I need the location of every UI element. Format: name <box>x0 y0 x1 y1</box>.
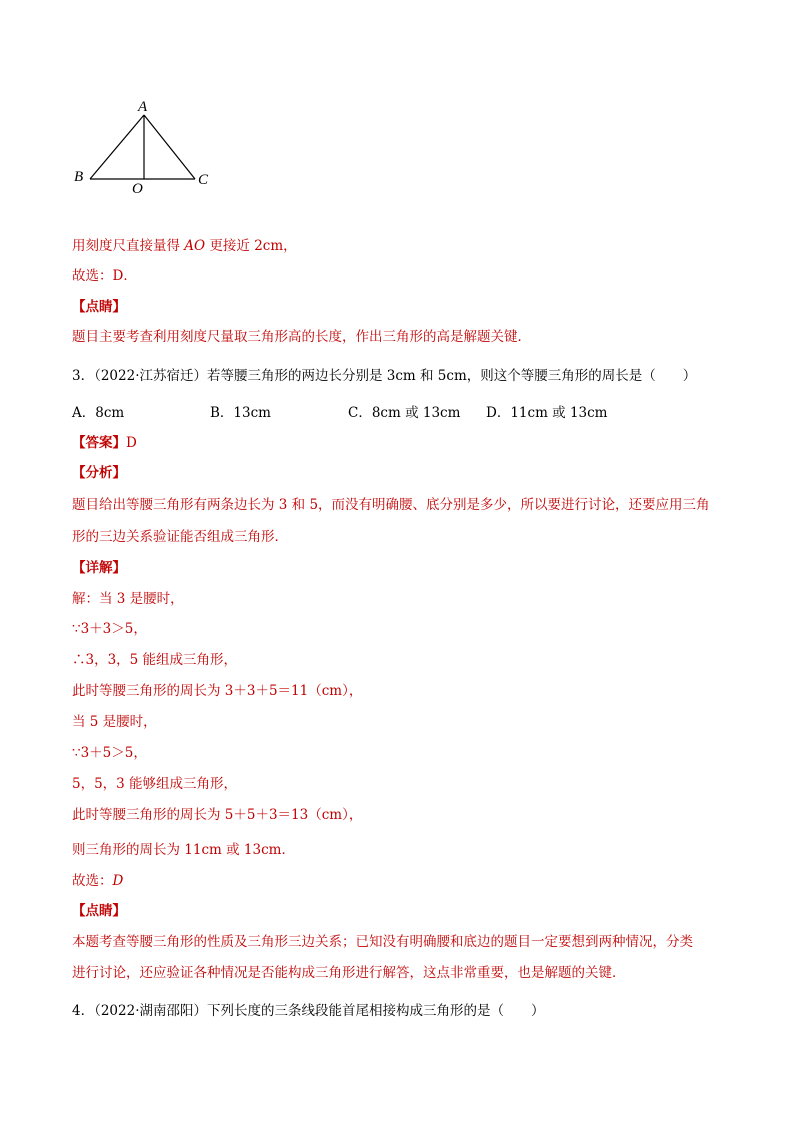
q3-analysis-line-1: 题目给出等腰三角形有两条边长为 3 和 5，而没有明确腰、底分别是多少，所以要进行讨论，还要应用三角 <box>72 497 710 513</box>
q3-detail-line-7: 5，5，3 能够组成三角形， <box>72 776 238 792</box>
q3-analysis-line-2: 形的三边关系验证能否组成三角形． <box>72 529 288 545</box>
q3-detail-line-4: 此时等腰三角形的周长为 3＋3＋5＝11（cm）， <box>72 683 363 699</box>
q3-answer-head: 【答案】 <box>72 435 126 451</box>
q3-option-c: C．8cm 或 13cm <box>348 405 461 421</box>
label-c: C <box>198 172 209 188</box>
q3-detail-line-2: ∵3＋3＞5， <box>72 621 147 637</box>
label-b: B <box>74 169 84 185</box>
q3-option-b: B．13cm <box>210 405 271 421</box>
q3-answer <box>72 434 137 452</box>
side-ac <box>144 115 195 179</box>
q3-detail-line-3: ∴3，3，5 能组成三角形， <box>72 652 238 668</box>
label-a: A <box>138 99 148 115</box>
q3-analysis-head: 【分析】 <box>72 465 126 481</box>
q4-stem: 4．（2022·湖南邵阳）下列长度的三条线段能首尾相接构成三角形的是（ ） <box>72 1003 545 1019</box>
q3-detail-line-9: 则三角形的周长为 11cm 或 13cm． <box>72 842 295 858</box>
prev-dianjing-text: 题目主要考查利用刻度尺量取三角形高的长度，作出三角形的高是解题关键． <box>72 329 531 345</box>
q3-option-a: A．8cm <box>72 405 125 421</box>
q3-choose-pre: 故选： <box>72 873 113 889</box>
q3-stem: 3．（2022·江苏宿迁）若等腰三角形的两边长分别是 3cm 和 5cm，则这个等腰三角形的周长是（ ） <box>72 368 697 384</box>
q3-detail-line-5: 当 5 是腰时， <box>72 714 157 730</box>
q3-dianjing-head: 【点睛】 <box>72 903 126 919</box>
q3-dianjing-line-2: 进行讨论，还应验证各种情况是否能构成三角形进行解答，这点非常重要，也是解题的关键． <box>72 965 626 981</box>
q3-choose <box>72 872 123 890</box>
q3-dianjing-line-1: 本题考查等腰三角形的性质及三角形三边关系；已知没有明确腰和底边的题目一定要想到两种情况，分类 <box>72 934 693 950</box>
q3-detail-line-8: 此时等腰三角形的周长为 5＋5＋3＝13（cm）， <box>72 807 363 823</box>
triangle-figure <box>64 95 224 195</box>
q3-answer-val: D <box>126 435 137 451</box>
prev-dianjing-head: 【点睛】 <box>72 299 126 315</box>
measure-line <box>72 237 297 255</box>
label-o: O <box>132 181 143 195</box>
q3-detail-line-1: 解：当 3 是腰时， <box>72 591 184 607</box>
q3-detail-head: 【详解】 <box>72 560 126 576</box>
measure-ao: AO <box>184 238 206 254</box>
prev-choose: 故选：D． <box>72 268 137 284</box>
q3-choose-val: D <box>112 873 124 889</box>
side-ab <box>90 115 144 179</box>
q3-option-d: D．11cm 或 13cm <box>486 405 608 421</box>
measure-pre: 用刻度尺直接量得 <box>72 238 185 254</box>
q3-detail-line-6: ∵3＋5＞5， <box>72 745 147 761</box>
measure-post: 更接近 2cm， <box>205 238 297 254</box>
